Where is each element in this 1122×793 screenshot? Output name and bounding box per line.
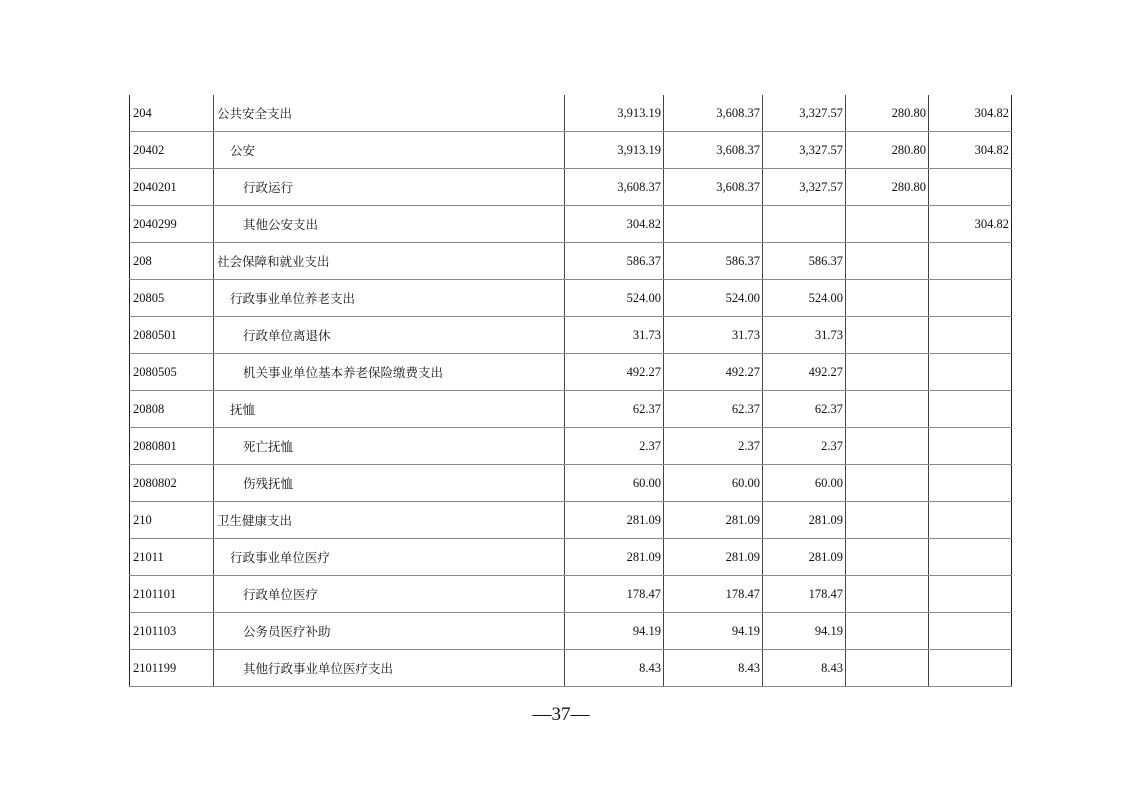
page-number: —37— [532, 704, 590, 725]
amount-cell-2: 492.27 [664, 354, 763, 391]
subject-name-cell: 卫生健康支出 [214, 502, 565, 539]
subject-code-cell: 20402 [130, 132, 214, 169]
subject-code-cell: 21011 [130, 539, 214, 576]
amount-cell-1: 3,913.19 [565, 132, 664, 169]
subject-code-cell: 208 [130, 243, 214, 280]
subject-code-cell: 2040299 [130, 206, 214, 243]
subject-name-cell: 行政单位离退休 [214, 317, 565, 354]
amount-cell-3: 3,327.57 [763, 169, 846, 206]
subject-name-cell: 公务员医疗补助 [214, 613, 565, 650]
subject-name-cell: 其他行政事业单位医疗支出 [214, 650, 565, 687]
amount-cell-2: 586.37 [664, 243, 763, 280]
amount-cell-2: 94.19 [664, 613, 763, 650]
table-row [130, 280, 1012, 317]
amount-cell-1: 31.73 [565, 317, 664, 354]
subject-name-cell: 伤残抚恤 [214, 465, 565, 502]
amount-cell-3: 2.37 [763, 428, 846, 465]
amount-cell-5 [929, 317, 1012, 354]
amount-cell-3: 586.37 [763, 243, 846, 280]
amount-cell-3: 31.73 [763, 317, 846, 354]
amount-cell-4: 280.80 [846, 95, 929, 132]
amount-cell-4 [846, 502, 929, 539]
table-row [130, 613, 1012, 650]
subject-name-cell: 行政运行 [214, 169, 565, 206]
amount-cell-4 [846, 613, 929, 650]
table-row [130, 354, 1012, 391]
amount-cell-2 [664, 206, 763, 243]
amount-cell-4 [846, 317, 929, 354]
subject-name-cell: 公共安全支出 [214, 95, 565, 132]
amount-cell-3: 94.19 [763, 613, 846, 650]
amount-cell-3: 60.00 [763, 465, 846, 502]
budget-table-container [129, 95, 1011, 687]
amount-cell-5 [929, 280, 1012, 317]
amount-cell-1: 586.37 [565, 243, 664, 280]
table-row [130, 502, 1012, 539]
amount-cell-1: 178.47 [565, 576, 664, 613]
amount-cell-5 [929, 169, 1012, 206]
amount-cell-1: 281.09 [565, 502, 664, 539]
subject-code-cell: 2080801 [130, 428, 214, 465]
amount-cell-4: 280.80 [846, 132, 929, 169]
amount-cell-1: 60.00 [565, 465, 664, 502]
subject-name-cell: 机关事业单位基本养老保险缴费支出 [214, 354, 565, 391]
table-row [130, 243, 1012, 280]
subject-code-cell: 2101103 [130, 613, 214, 650]
table-row [130, 539, 1012, 576]
amount-cell-3 [763, 206, 846, 243]
amount-cell-3: 3,327.57 [763, 95, 846, 132]
amount-cell-2: 3,608.37 [664, 169, 763, 206]
amount-cell-1: 94.19 [565, 613, 664, 650]
amount-cell-2: 281.09 [664, 502, 763, 539]
subject-name-cell: 公安 [214, 132, 565, 169]
amount-cell-2: 8.43 [664, 650, 763, 687]
amount-cell-3: 3,327.57 [763, 132, 846, 169]
subject-code-cell: 2080505 [130, 354, 214, 391]
table-row [130, 576, 1012, 613]
amount-cell-2: 178.47 [664, 576, 763, 613]
subject-name-cell: 抚恤 [214, 391, 565, 428]
table-row [130, 650, 1012, 687]
amount-cell-5: 304.82 [929, 132, 1012, 169]
amount-cell-2: 524.00 [664, 280, 763, 317]
amount-cell-2: 31.73 [664, 317, 763, 354]
amount-cell-1: 62.37 [565, 391, 664, 428]
subject-name-cell: 行政事业单位养老支出 [214, 280, 565, 317]
amount-cell-1: 2.37 [565, 428, 664, 465]
subject-name-cell: 死亡抚恤 [214, 428, 565, 465]
table-row [130, 206, 1012, 243]
amount-cell-2: 2.37 [664, 428, 763, 465]
table-row [130, 428, 1012, 465]
amount-cell-1: 304.82 [565, 206, 664, 243]
amount-cell-5 [929, 539, 1012, 576]
amount-cell-5 [929, 613, 1012, 650]
amount-cell-3: 524.00 [763, 280, 846, 317]
amount-cell-4 [846, 391, 929, 428]
amount-cell-1: 3,608.37 [565, 169, 664, 206]
amount-cell-1: 281.09 [565, 539, 664, 576]
amount-cell-5 [929, 502, 1012, 539]
amount-cell-3: 8.43 [763, 650, 846, 687]
amount-cell-5: 304.82 [929, 95, 1012, 132]
table-row [130, 465, 1012, 502]
amount-cell-4 [846, 280, 929, 317]
amount-cell-3: 281.09 [763, 502, 846, 539]
amount-cell-1: 492.27 [565, 354, 664, 391]
subject-name-cell: 行政事业单位医疗 [214, 539, 565, 576]
table-row [130, 169, 1012, 206]
amount-cell-4: 280.80 [846, 169, 929, 206]
amount-cell-2: 60.00 [664, 465, 763, 502]
amount-cell-5 [929, 428, 1012, 465]
amount-cell-2: 3,608.37 [664, 132, 763, 169]
amount-cell-4 [846, 539, 929, 576]
table-body [130, 95, 1012, 687]
amount-cell-2: 62.37 [664, 391, 763, 428]
amount-cell-5 [929, 354, 1012, 391]
amount-cell-3: 281.09 [763, 539, 846, 576]
budget-expenditure-table [129, 95, 1012, 687]
amount-cell-4 [846, 576, 929, 613]
amount-cell-4 [846, 243, 929, 280]
amount-cell-4 [846, 465, 929, 502]
amount-cell-2: 281.09 [664, 539, 763, 576]
subject-name-cell: 其他公安支出 [214, 206, 565, 243]
amount-cell-4 [846, 354, 929, 391]
amount-cell-5 [929, 576, 1012, 613]
amount-cell-3: 492.27 [763, 354, 846, 391]
amount-cell-2: 3,608.37 [664, 95, 763, 132]
amount-cell-5 [929, 650, 1012, 687]
amount-cell-1: 8.43 [565, 650, 664, 687]
subject-code-cell: 210 [130, 502, 214, 539]
amount-cell-4 [846, 650, 929, 687]
subject-code-cell: 2080501 [130, 317, 214, 354]
subject-code-cell: 20805 [130, 280, 214, 317]
amount-cell-5: 304.82 [929, 206, 1012, 243]
subject-code-cell: 20808 [130, 391, 214, 428]
table-row [130, 95, 1012, 132]
subject-code-cell: 204 [130, 95, 214, 132]
amount-cell-5 [929, 465, 1012, 502]
table-row [130, 391, 1012, 428]
amount-cell-3: 178.47 [763, 576, 846, 613]
amount-cell-5 [929, 243, 1012, 280]
amount-cell-5 [929, 391, 1012, 428]
subject-code-cell: 2101101 [130, 576, 214, 613]
amount-cell-4 [846, 428, 929, 465]
amount-cell-1: 524.00 [565, 280, 664, 317]
subject-code-cell: 2101199 [130, 650, 214, 687]
amount-cell-3: 62.37 [763, 391, 846, 428]
table-row [130, 317, 1012, 354]
subject-name-cell: 行政单位医疗 [214, 576, 565, 613]
subject-code-cell: 2040201 [130, 169, 214, 206]
table-row [130, 132, 1012, 169]
subject-name-cell: 社会保障和就业支出 [214, 243, 565, 280]
amount-cell-1: 3,913.19 [565, 95, 664, 132]
amount-cell-4 [846, 206, 929, 243]
subject-code-cell: 2080802 [130, 465, 214, 502]
